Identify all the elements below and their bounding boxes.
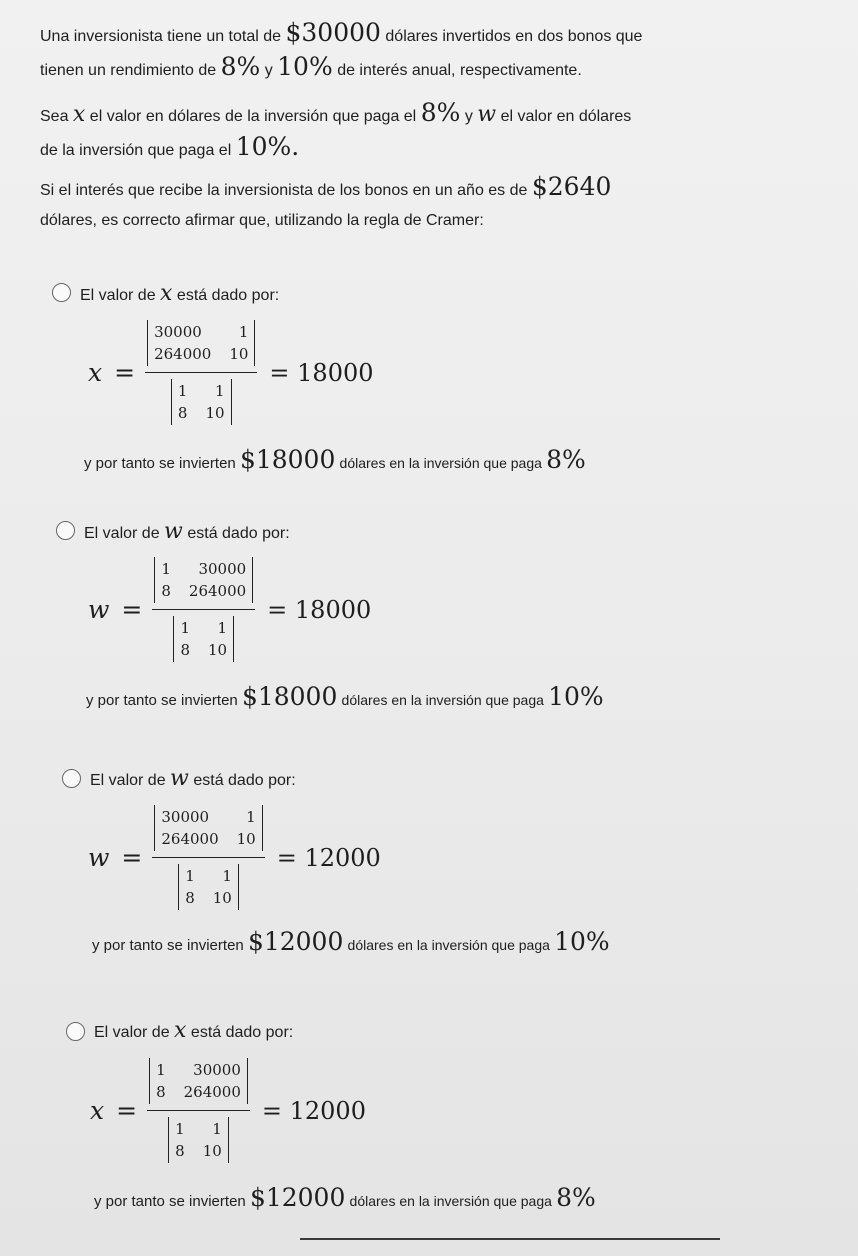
formula-variable: w [88,843,110,872]
option-4-radio[interactable] [66,1022,85,1041]
numerator-determinant [154,805,262,851]
formula-variable: x [90,1096,105,1125]
total-amount: $30000 [285,18,381,47]
matrix-cell: 264000 [188,582,247,600]
variable: x [174,1018,187,1043]
caption-amount: $12000 [249,1183,346,1212]
denominator-determinant [178,864,239,910]
matrix-cell: 8 [161,582,171,600]
matrix-cell: 1 [161,560,171,578]
matrix-cell: 10 [229,345,249,363]
text: y por tanto se invierten [84,455,236,472]
option-4-caption [94,1183,596,1212]
fraction [147,1058,250,1163]
matrix-cell: 30000 [154,323,202,341]
matrix-cell: 1 [156,1061,166,1079]
text: dólares en la inversión que paga [341,692,544,708]
matrix-cell: 10 [236,830,256,848]
text: dólares en la inversión que paga [347,937,550,953]
text: de la inversión que paga el [40,142,232,159]
formula-result: = 18000 [269,358,374,387]
option-2-formula [88,557,371,662]
formula-result: = 18000 [267,595,372,624]
equals-sign: = [116,1096,138,1125]
fraction-denominator [171,373,232,425]
formula-result: = 12000 [261,1096,366,1125]
matrix-cell: 1 [217,619,228,637]
text: Si el interés que recibe la inversionista de los bonos en un año es de [40,182,528,199]
fraction-numerator [145,320,257,373]
matrix-cell: 10 [205,404,225,422]
text: El valor de [94,1024,170,1041]
fraction-numerator [152,805,264,858]
divider [300,1238,720,1240]
text: está dado por: [193,772,296,789]
equals-sign: = [114,358,136,387]
matrix-cell: 1 [185,867,195,885]
option-3-caption [92,927,610,956]
matrix-cell: 10 [207,641,228,659]
numerator-determinant [149,1058,248,1104]
fraction [152,557,255,662]
fraction [152,805,264,910]
matrix-cell: 1 [175,1120,185,1138]
option-1-radio[interactable] [52,283,71,302]
formula-variable: w [88,595,110,624]
text: de interés anual, respectivamente. [337,62,582,79]
matrix-cell: 1 [246,808,256,826]
denominator-determinant [171,379,232,425]
variable: w [170,766,189,791]
text: dólares, es correcto afirmar que, utilizando la regla de Cramer: [40,212,484,229]
problem-paragraph-2 [40,98,830,166]
text: y [264,62,273,79]
option-1-label[interactable] [80,281,279,306]
option-3-label[interactable] [90,766,296,791]
text: y por tanto se invierten [94,1193,246,1210]
matrix-cell: 10 [202,1142,222,1160]
text: El valor de [90,772,166,789]
equals-sign: = [121,595,143,624]
matrix-cell: 1 [177,382,188,400]
matrix-cell: 1 [238,323,249,341]
fraction [145,320,257,425]
option-3-formula [88,805,381,910]
text: está dado por: [187,525,290,542]
matrix-cell: 10 [212,889,232,907]
matrix-cell: 8 [185,889,195,907]
interest-amount: $2640 [531,172,612,201]
denominator-determinant [168,1117,229,1163]
fraction-denominator [173,610,234,662]
rate-8: 8% [220,52,261,81]
variable: x [160,281,173,306]
fraction-numerator [152,557,255,610]
rate-10: 10% [277,52,333,81]
matrix-cell: 30000 [198,560,247,578]
matrix-cell: 1 [212,1120,222,1138]
option-3-radio[interactable] [62,769,81,788]
text: Una inversionista tiene un total de [40,28,282,45]
matrix-cell: 8 [175,1142,185,1160]
rate-10: 10%. [235,132,300,161]
option-2-radio[interactable] [56,521,75,540]
formula-result: = 12000 [276,843,381,872]
denominator-determinant [173,616,234,662]
formula-variable: x [88,358,103,387]
option-1-caption [84,445,586,474]
text: tienen un rendimiento de [40,62,217,79]
matrix-cell: 30000 [193,1061,241,1079]
text: y por tanto se invierten [92,937,244,954]
text: dólares invertidos en dos bonos que [385,28,643,45]
variable: w [164,519,183,544]
caption-amount: $12000 [247,927,344,956]
matrix-cell: 1 [222,867,232,885]
fraction-denominator [168,1111,229,1163]
caption-amount: $18000 [239,445,336,474]
text: está dado por: [190,1024,294,1041]
text: El valor de [84,525,160,542]
matrix-cell: 264000 [183,1083,241,1101]
equals-sign: = [121,843,143,872]
option-4-formula [90,1058,366,1163]
matrix-cell: 8 [177,404,188,422]
numerator-determinant [154,557,253,603]
text: dólares en la inversión que paga [349,1193,552,1209]
caption-rate: 10% [554,927,610,956]
option-2-label[interactable] [84,519,290,544]
option-1-formula [88,320,374,425]
option-4-label[interactable] [94,1018,293,1043]
problem-paragraph-3 [40,172,830,236]
variable-x: x [72,102,86,127]
caption-rate: 8% [546,445,586,474]
caption-rate: 8% [556,1183,596,1212]
caption-rate: 10% [548,682,604,711]
text: el valor en dólares de la inversión que paga el [89,108,417,125]
matrix-cell: 264000 [154,345,212,363]
fraction-numerator [147,1058,250,1111]
text: el valor en dólares [500,108,632,125]
text: Sea [40,108,69,125]
fraction-denominator [178,858,239,910]
text: y por tanto se invierten [86,692,238,709]
text: está dado por: [176,287,280,304]
text: dólares en la inversión que paga [339,455,542,471]
matrix-cell: 8 [180,641,190,659]
option-2-caption [86,682,604,711]
text: y [464,108,473,125]
problem-paragraph-1 [40,18,830,86]
rate-8: 8% [420,98,461,127]
matrix-cell: 8 [156,1083,166,1101]
matrix-cell: 264000 [161,830,219,848]
variable-w: w [477,102,497,127]
text: El valor de [80,287,156,304]
numerator-determinant [147,320,255,366]
caption-amount: $18000 [241,682,338,711]
matrix-cell: 1 [215,382,225,400]
matrix-cell: 30000 [161,808,210,826]
matrix-cell: 1 [180,619,190,637]
